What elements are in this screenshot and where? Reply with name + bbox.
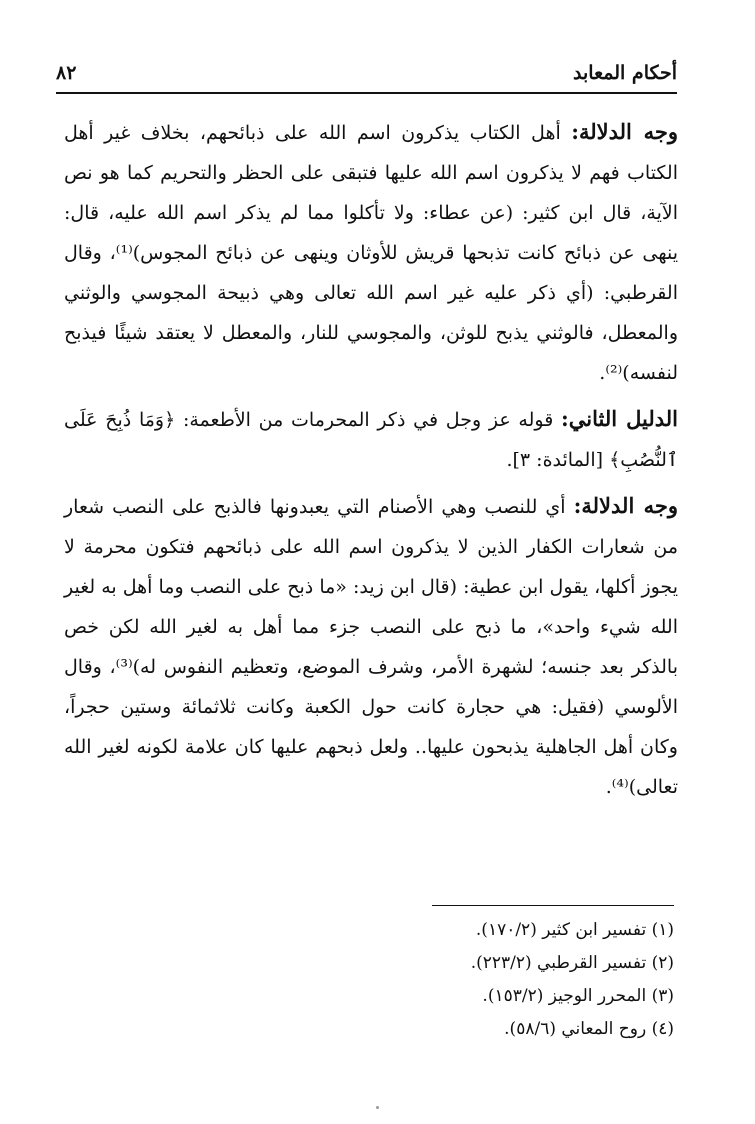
main-text — [64, 112, 678, 813]
paragraph-3-text: أي للنصب وهي الأصنام التي يعبدونها فالذبح على النصب شعار من شعارات الكفار الذين لا يذكرون اسم الله على ذبائحهم فتكون محرمة لا يجوز أكلها، يقول ابن عطية: (قال ابن زيد: «ما ذبح على النصب وما أهل به لغير الله شيء واحد»، ما ذبح على النصب جزء مما أهل به لغير الله لكن خص بالذكر بعد جنسه؛ لشهرة الأمر، وشرف الموضع، وتعظيم النفوس له)⁽³⁾، وقال الألوسي (فقيل: هي حجارة كانت حول الكعبة وكانت ثلاثمائة وستين حجراً، وكان أهل الجاهلية يذبحون عليها.. ولعل ذبحهم عليها كان علامة لكونه لغير الله تعالى)⁽⁴⁾. — [64, 496, 678, 798]
paragraph-2-text: قوله عز وجل في ذكر المحرمات من الأطعمة: ﴿وَمَا ذُبِحَ عَلَى ٱلنُّصُبِ﴾ [المائدة: ٣]. — [64, 409, 678, 471]
scan-speck — [376, 1106, 379, 1109]
paragraph-1-text: أهل الكتاب يذكرون اسم الله على ذبائحهم، بخلاف غير أهل الكتاب فهم لا يذكرون اسم الله عليها فتبقى على الحظر والتحريم كما هو نص الآية، قال ابن كثير: (عن عطاء: ولا تأكلوا مما لم يذكر اسم الله عليه، قال: ينهى عن ذبائح كانت تذبحها قريش للأوثان وينهى عن ذبائح المجوس)⁽¹⁾، وقال القرطبي: (أي ذكر عليه غير اسم الله تعالى وهي ذبيحة المجوسي والوثني والمعطل، فالوثني يذبح للوثن، والمجوسي للنار، والمعطل لا يعتقد شيئًا فيذبح لنفسه)⁽²⁾. — [64, 122, 678, 384]
footnote-4: (٤) روح المعاني (٥٨/٦). — [504, 1019, 674, 1039]
paragraph-3 — [64, 486, 678, 807]
footnote-2: (٢) تفسير القرطبي (٢٢٣/٢). — [470, 953, 674, 973]
footnotes — [300, 914, 674, 1046]
paragraph-2-label: الدليل الثاني: — [561, 406, 679, 431]
paragraph-1-label: وجه الدلالة: — [571, 119, 679, 144]
footnote-3: (٣) المحرر الوجيز (١٥٣/٢). — [482, 986, 674, 1006]
paragraph-2 — [64, 399, 678, 480]
paragraph-3-label: وجه الدلالة: — [573, 493, 678, 518]
running-title: أحكام المعابد — [573, 62, 677, 84]
footnote-1: (١) تفسير ابن كثير (١٧٠/٢). — [475, 920, 674, 940]
page-number: ٨٢ — [56, 62, 77, 84]
footnote-divider — [432, 905, 674, 906]
page-header — [56, 56, 677, 94]
paragraph-1 — [64, 112, 678, 393]
